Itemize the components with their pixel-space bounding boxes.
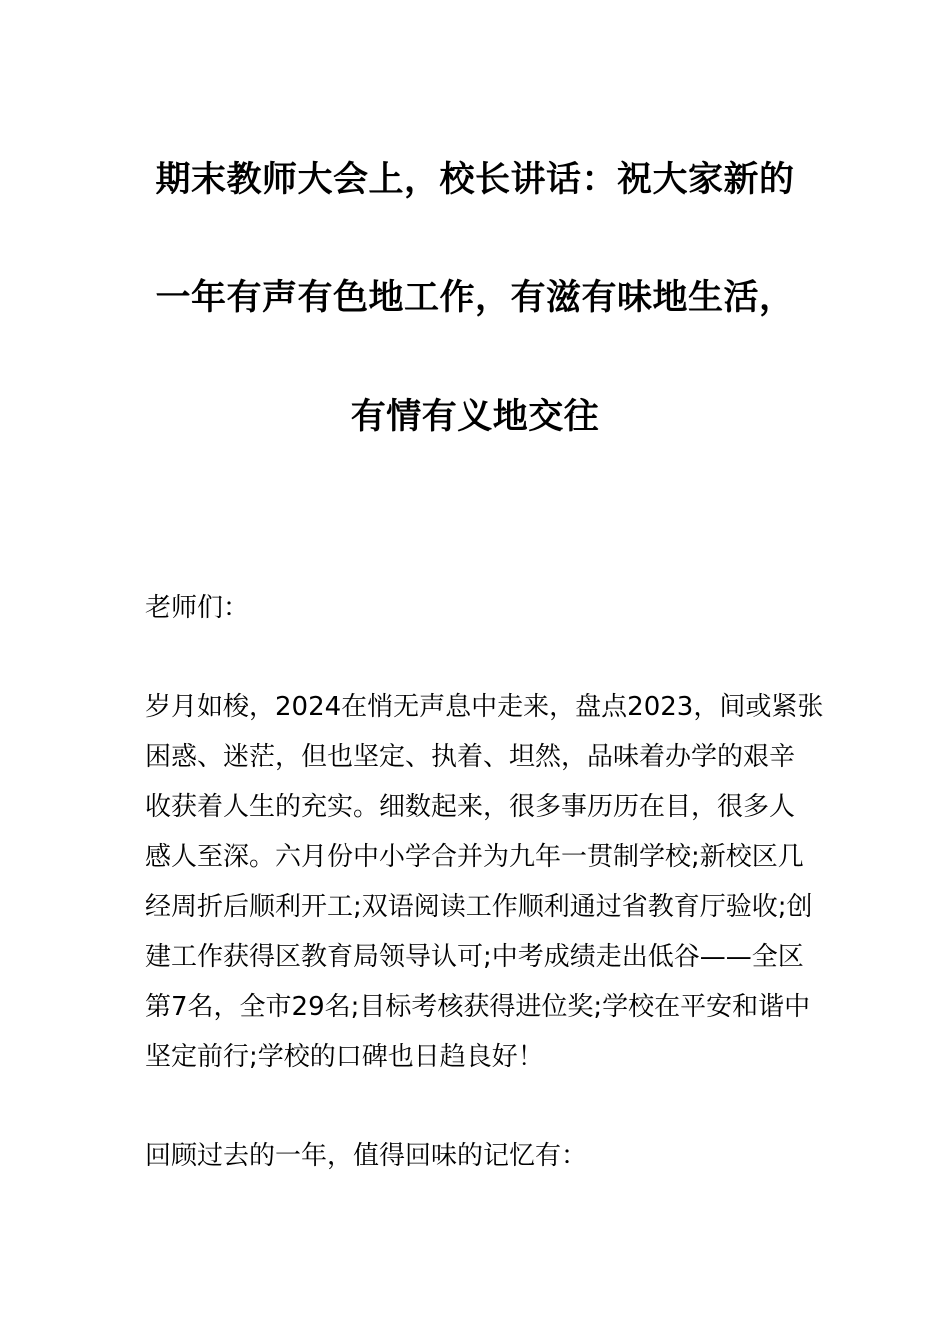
- closing-line: 回顾过去的一年，值得回味的记忆有：: [145, 1141, 588, 1171]
- body-line-3: 收获着人生的充实。细数起来，很多事历历在目，很多人: [145, 792, 796, 822]
- title-line-1: 期末教师大会上，校长讲话：祝大家新的: [155, 160, 795, 200]
- body-line-7: 第7名，全市29名;目标考核获得进位奖;学校在平安和谐中: [145, 992, 811, 1022]
- body-line-5: 经周折后顺利开工;双语阅读工作顺利通过省教育厅验收;创: [145, 892, 813, 922]
- body-line-4: 感人至深。六月份中小学合并为九年一贯制学校;新校区几: [145, 842, 804, 872]
- title-line-2: 一年有声有色地工作，有滋有味地生活，: [155, 278, 795, 318]
- title-line-3: 有情有义地交往: [350, 397, 600, 437]
- body-line-2: 困惑、迷茫，但也坚定、执着、坦然，品味着办学的艰辛: [145, 742, 796, 772]
- body-line-1: 岁月如梭，2024在悄无声息中走来，盘点2023，间或紧张: [145, 692, 824, 722]
- body-line-8: 坚定前行;学校的口碑也日趋良好！: [145, 1042, 544, 1072]
- body-line-6: 建工作获得区教育局领导认可;中考成绩走出低谷——全区: [145, 942, 804, 972]
- salutation: 老师们：: [145, 593, 250, 623]
